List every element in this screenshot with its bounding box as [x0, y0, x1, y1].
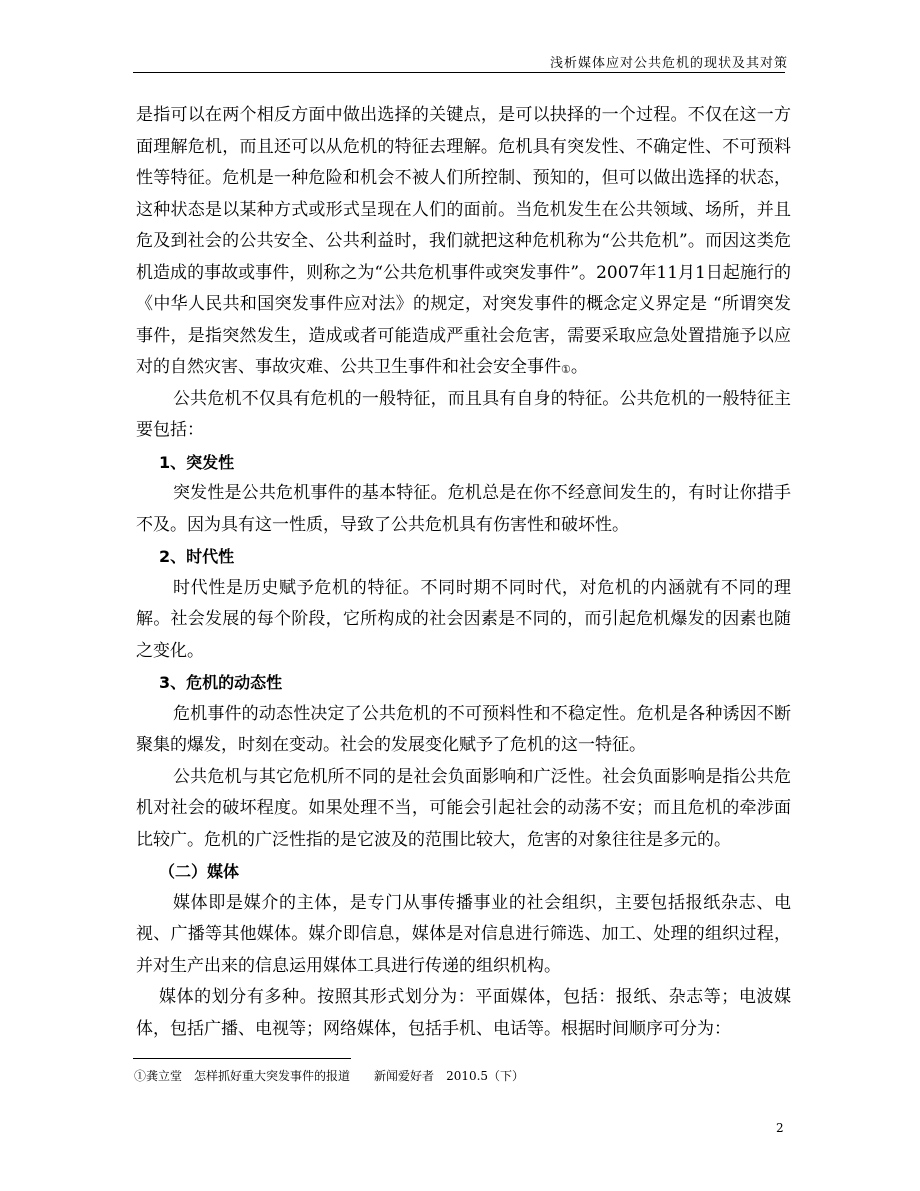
footnote-reference[interactable]: ① [561, 363, 571, 376]
footnote-rule [133, 1058, 351, 1059]
section-heading-dynamic: 3、危机的动态性 [159, 673, 283, 692]
paragraph-suddenness: 突发性是公共危机事件的基本特征。危机总是在你不经意间发生的，有时让你措手不及。因为具有这一性质，导致了公共危机具有伤害性和破坏性。 [136, 483, 791, 535]
paragraph-dynamic: 危机事件的动态性决定了公共危机的不可预料性和不稳定性。危机是各种诱因不断聚集的爆发，时刻在变动。社会的发展变化赋予了危机的这一特征。 [136, 703, 791, 755]
paragraph-end: 。 [570, 357, 588, 377]
paragraph-era: 时代性是历史赋予危机的特征。不同时期不同时代，对危机的内涵就有不同的理解。社会发展的每个阶段，它所构成的社会因素是不同的，而引起危机爆发的因素也随之变化。 [136, 577, 791, 661]
page-number: 2 [776, 1121, 784, 1135]
paragraph-general-features: 公共危机不仅具有危机的一般特征，而且具有自身的特征。公共危机的一般特征主要包括： [136, 388, 791, 440]
section-heading-media: （二）媒体 [159, 862, 240, 881]
paragraph-text: 是指可以在两个相反方面中做出选择的关键点，是可以抉择的一个过程。不仅在这一方面理解危机，而且还可以从危机的特征去理解。危机具有突发性、不确定性、不可预料性等特征。危机是一种危险和机会不被人们所控制、预知的，但可以做出选择的状态，这种状态是以某种方式或形式呈现在人们的面前。当危机发生在公共领域、场所，并且危及到社会的公共安全、公共利益时，我们就把这种危机称为“公共危机”。而因这类危机造成的事故或事件，则称之为“公共危机事件或突发事件”。2007年11月1日起施行的《中华人民共和国突发事件应对法》的规定，对突发事件的概念定义界定是 “所谓突发事件，是指突然发生，造成或者可能造成严重社会危害，需要采取应急处置措施予以应对的自然灾害、事故灾难、公共卫生事件和社会安全事件 [136, 105, 791, 377]
paragraph-definition [136, 100, 791, 384]
paragraph-negative-impact: 公共危机与其它危机所不同的是社会负面影响和广泛性。社会负面影响是指公共危机对社会的破坏程度。如果处理不当，可能会引起社会的动荡不安；而且危机的牵涉面比较广。危机的广泛性指的是它波及的范围比较大，危害的对象往往是多元的。 [136, 766, 791, 850]
section-heading-era: 2、时代性 [159, 547, 235, 566]
footnote-author: 龚立堂 [146, 1069, 183, 1083]
document-body [136, 100, 791, 1045]
footnote-source: 新闻爱好者 [374, 1069, 435, 1083]
paragraph-media-definition: 媒体即是媒介的主体，是专门从事传播事业的社会组织，主要包括报纸杂志、电视、广播等其他媒体。媒介即信息，媒体是对信息进行筛选、加工、处理的组织过程，并对生产出来的信息运用媒体工具进行传递的组织机构。 [136, 892, 791, 976]
footnote-title: 怎样抓好重大突发事件的报道 [194, 1069, 351, 1083]
paragraph-media-classification: 媒体的划分有多种。按照其形式划分为：平面媒体，包括：报纸、杂志等；电波媒体，包括广播、电视等；网络媒体，包括手机、电话等。根据时间顺序可分为： [136, 987, 791, 1039]
header-rule [133, 72, 785, 73]
footnote-mark: ① [134, 1069, 147, 1083]
section-heading-suddenness: 1、突发性 [159, 452, 235, 472]
footnote [134, 1067, 524, 1084]
running-header-title: 浅析媒体应对公共危机的现状及其对策 [549, 56, 788, 71]
footnote-issue: 2010.5（下） [446, 1069, 525, 1083]
